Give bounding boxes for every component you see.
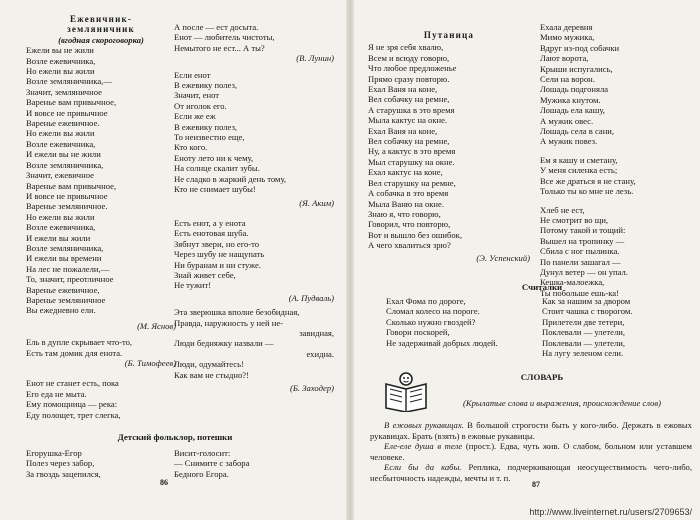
verse-line: Возле ежевичника,: [26, 222, 96, 233]
verse-line: Есть там домик для енота.: [26, 347, 123, 358]
verse-line: То неизвестно еще,: [174, 132, 245, 143]
verse-line: Но ежели вы жили: [26, 211, 95, 222]
left-column-1: [26, 14, 176, 420]
verse-line: Ехал Ваня на коне,: [368, 84, 438, 95]
verse-line: Прилетели две тетери,: [542, 316, 625, 327]
verse-line: Ты побольше ешь-ка!: [540, 287, 619, 298]
left-page: [0, 0, 348, 520]
verse-line: Вот и вышло без ошибок,: [368, 229, 462, 240]
verse-line: Как за нашим за двором: [542, 296, 631, 306]
verse-line: Ехала деревня: [540, 22, 593, 32]
verse-line: Значит, ежевичное: [26, 170, 94, 181]
verse-line: А после — ест досыта.: [174, 22, 259, 32]
verse-line: завидная,: [299, 327, 334, 338]
entry-definition: В большой строгости быть у кого-либо. Держать в ежовых рукавицах. Брать (взять) в ежовые рукавицы.: [370, 420, 692, 441]
verse-line: Правда, наружность у ней не-: [174, 317, 283, 328]
verse-line: Не задерживай добрых людей.: [386, 337, 498, 348]
page-number: 87: [532, 480, 540, 489]
verse-line: Варенье ежевичное,: [26, 284, 100, 295]
verse-line: Вдруг из-под собачки: [540, 42, 620, 53]
poem-subtitle: (вгодная скороговорка): [58, 34, 144, 45]
verse-line: Значит, енот: [174, 90, 220, 101]
verse-line: Потому такой и тощий:: [540, 225, 626, 236]
verse-line: Что любое предложенье: [368, 63, 457, 74]
entry-term: В ежовых рукавицах.: [384, 420, 464, 430]
poem-title: Путаница: [423, 30, 475, 40]
verse-line: В ежевику полез,: [174, 121, 238, 132]
verse-line: Бедного Егора.: [174, 468, 229, 479]
verse-line: И ежели вы жили: [26, 232, 91, 243]
verse-line: Ни буранам и ни стуже.: [174, 259, 261, 270]
poem-title: Ежевичник-: [69, 14, 133, 24]
verse-line: Всем и всюду говорю,: [368, 52, 450, 63]
entry-term: Если бы да кабы.: [384, 462, 462, 473]
verse-line: А мужик овес.: [540, 115, 594, 126]
verse-line: Ель в дупле скрывает что-то,: [26, 337, 133, 348]
verse-line: Хлеб не ест,: [540, 204, 585, 215]
verse-line: Лают ворота,: [540, 53, 589, 64]
verse-line: То, значит, преотличное: [26, 274, 114, 285]
verse-line: Говорил, что повторю,: [368, 219, 451, 230]
verse-line: Сломал колесо на пороге.: [386, 306, 480, 317]
entry-term: Еле-еле душа в теле: [384, 441, 463, 452]
verse-line: А мужик повез.: [540, 136, 598, 147]
verse-line: Не сладко в жаркий день тому,: [174, 173, 287, 184]
dictionary-book-icon: [384, 372, 428, 412]
verse-line: Варенье земляничное: [26, 294, 106, 305]
verse-line: Возле земляничника,: [26, 159, 104, 170]
attribution: (В. Лунин): [296, 53, 334, 64]
verse-line: Люди бедняжку назвали —: [174, 338, 274, 349]
dictionary-entry: [370, 462, 692, 483]
verse-line: Енот — любитель чистоты,: [174, 32, 275, 43]
dictionary-entry: [370, 420, 692, 441]
verse-line: И ежели вы времени: [26, 253, 102, 264]
verse-line: У меня силенка есть;: [540, 165, 618, 176]
verse-line: Вел собачку на ремне,: [368, 94, 450, 105]
verse-line: Через шубу не нащупать: [174, 249, 265, 260]
verse-line: А чего хвалиться зрю?: [368, 240, 451, 251]
attribution: (Я. Аким): [299, 197, 334, 208]
verse-line: Не смотрит во щи,: [540, 214, 609, 225]
entry-definition: (прост.). Едва, чуть жив. О слабом, больном или уставшем человеке.: [370, 441, 692, 462]
verse-line: Полез через забор,: [26, 458, 95, 469]
verse-line: Сели на ворон.: [540, 74, 595, 85]
verse-line: Его еда не мыта.: [26, 388, 87, 399]
verse-line: Лошадь ела кашу,: [540, 105, 605, 116]
verse-line: Возле земляничника,: [26, 242, 104, 253]
verse-line: Стоит чашка с творогом.: [542, 306, 633, 317]
verse-line: Енот не станет есть, пока: [26, 378, 119, 389]
verse-line: От иголок его.: [174, 100, 227, 111]
verse-line: — Снимите с забора: [174, 458, 250, 469]
verse-line: Знаю я, что говорю,: [368, 208, 441, 219]
verse-line: Кто кого.: [174, 142, 208, 153]
verse-line: Вел собачку на ремне,: [368, 136, 450, 147]
verse-line: Вы ежедневно ели.: [26, 305, 96, 316]
verse-line: Лошадь подгоняла: [540, 84, 609, 95]
verse-line: Только ты ко мне не лезь.: [540, 186, 634, 197]
verse-line: Возле ежевичника,: [26, 138, 96, 149]
verse-line: Дунул ветер — он упал.: [540, 266, 628, 277]
verse-line: Лошадь села в сани,: [540, 126, 615, 137]
verse-line: Мыла Ваню на окне.: [368, 198, 444, 209]
verse-line: Вышел на тропинку —: [540, 235, 625, 246]
verse-line: На лес не пожалели,—: [26, 263, 110, 274]
verse-line: Но ежели вы жили: [26, 66, 95, 77]
verse-line: Значит, земляничное: [26, 86, 102, 97]
verse-line: Ему помощница — река:: [26, 399, 118, 410]
verse-line: Ем я кашу и сметану,: [540, 154, 618, 165]
verse-line: Еноту лето ни к чему,: [174, 152, 254, 163]
poem-title: земляничник: [67, 24, 135, 35]
verse-line: Если енот: [174, 69, 211, 80]
attribution: (Б. Заходер): [290, 383, 334, 393]
verse-line: Мимо мужика,: [540, 32, 595, 43]
verse-line: Возле земляничника,—: [26, 76, 112, 87]
verse-line: Говори поскорей,: [386, 327, 450, 338]
dictionary-title: СЛОВАРЬ: [520, 372, 564, 382]
section-heading: Считалки: [521, 282, 563, 292]
section-heading: Детский фольклор, потешки: [117, 432, 233, 442]
verse-line: Ехал Фома по дороге,: [386, 296, 466, 306]
verse-line: Не тужит!: [174, 280, 212, 291]
verse-line: Я не зря себя хвалю,: [368, 42, 444, 53]
attribution: (М. Яснов): [137, 320, 176, 331]
verse-line: Эта зверюшка вполне безобидная,: [174, 307, 300, 318]
verse-line: Сколько нужно гвоздей?: [386, 316, 476, 327]
verse-line: А старушка в это время: [368, 104, 455, 115]
verse-line: Крыши испугались,: [540, 63, 613, 74]
verse-line: Сбила с ног пылинка.: [540, 246, 620, 257]
verse-line: Возле ежевичника,: [26, 55, 96, 66]
verse-line: Знай живет себе,: [174, 269, 236, 280]
entry-definition: Реплика, подчеркивающая неосуществимость чего-либо, несбыточность надежды, мечты и т. п.: [370, 462, 693, 483]
folk-column-2: [174, 448, 314, 479]
counting-column-2: [542, 296, 692, 358]
verse-line: Варенье вам привычное,: [26, 180, 117, 191]
verse-line: Прямо сразу повторю.: [368, 73, 450, 84]
attribution: (Э. Успенский): [476, 252, 530, 263]
verse-line: Мыл старушку на окне.: [368, 156, 455, 167]
verse-line: И вовсе не привычное: [26, 107, 108, 118]
dictionary-entry: [370, 441, 692, 462]
verse-line: Варенье земляничное.: [26, 201, 108, 212]
verse-line: Поклевали — улетели,: [542, 327, 626, 338]
watermark: http://www.liveinternet.ru/users/2709653/: [529, 507, 692, 517]
verse-line: Поклевали — улетели,: [542, 337, 626, 348]
verse-line: Егорушка-Егор: [26, 448, 82, 458]
verse-line: Ехал Ваня на коне,: [368, 125, 438, 136]
right-column-1: [368, 30, 530, 263]
right-column-2: [540, 22, 692, 298]
folk-column-1: [26, 448, 166, 479]
verse-line: Варенье вам привычное,: [26, 97, 117, 108]
verse-line: На лугу зеленом сели.: [542, 348, 624, 359]
attribution: (А. Пудваль): [288, 292, 334, 303]
verse-line: Ежели вы не жили: [26, 45, 94, 56]
dictionary-entries: [370, 420, 692, 484]
verse-line: Как вам не стыдно?!: [174, 369, 249, 380]
verse-line: Мыла кактус на окне.: [368, 115, 448, 126]
verse-line: Висит-голосит:: [174, 448, 231, 458]
verse-line: И ежели вы не жили: [26, 149, 101, 160]
page-number: 86: [160, 478, 168, 487]
verse-line: ехидна.: [306, 348, 334, 359]
verse-line: На солнце скалит зубы.: [174, 163, 260, 174]
verse-line: Если же еж: [174, 111, 216, 122]
verse-line: Ехал кактус на коне,: [368, 167, 443, 178]
verse-line: По панели зашагал —: [540, 256, 621, 267]
left-column-2: [174, 22, 334, 393]
dictionary-subtitle: (Крылатые слова и выражения, происхождение слов): [463, 398, 661, 408]
verse-line: Все же драться я не стану,: [540, 175, 636, 186]
verse-line: Варенье ежевичное.: [26, 118, 100, 129]
verse-line: Немытого не ест... А ты?: [174, 42, 265, 53]
attribution: (Б. Тимофеев): [124, 358, 176, 368]
counting-column-1: [386, 296, 536, 348]
verse-line: Мужика кнутом.: [540, 94, 601, 105]
verse-line: А собачка в это время: [368, 188, 449, 199]
verse-line: Вел старушку на ремне,: [368, 177, 456, 188]
verse-line: Есть енотовая шуба.: [174, 228, 249, 239]
verse-line: Люди, одумайтесь!: [174, 359, 244, 370]
right-page: [352, 0, 700, 520]
verse-line: Кто не снимает шубы!: [174, 184, 256, 195]
verse-line: Есть енот, а у енота: [174, 217, 246, 228]
verse-line: Кешка-малоежка,: [540, 277, 605, 288]
verse-line: В ежевику полез,: [174, 80, 238, 91]
verse-line: Еду полощет, трет слегка,: [26, 409, 121, 420]
verse-line: Но ежели вы жили: [26, 128, 95, 139]
verse-line: За гвоздь зацепился,: [26, 468, 101, 479]
verse-line: Ну, а кактус в это время: [368, 146, 456, 157]
verse-line: И вовсе не привычное: [26, 190, 108, 201]
verse-line: Зябнут звери, но его-то: [174, 238, 260, 249]
